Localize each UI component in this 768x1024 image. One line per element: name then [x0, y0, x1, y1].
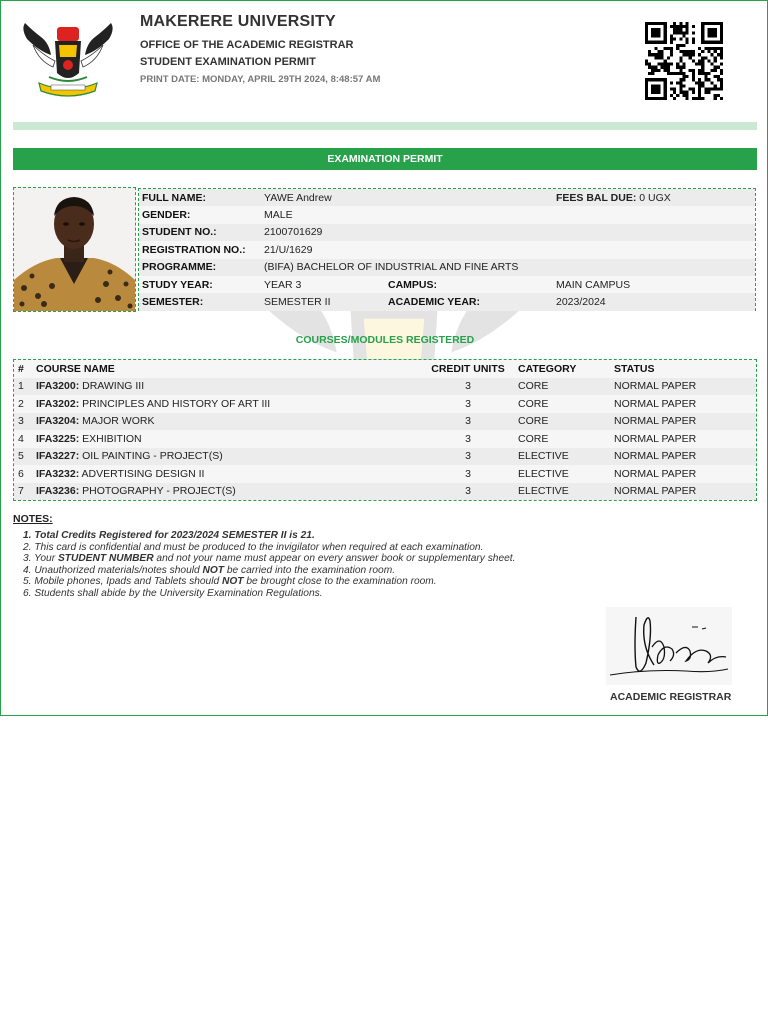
table-row [14, 430, 756, 448]
print-date: PRINT DATE: MONDAY, APRIL 29TH 2024, 8:48:57 AM [140, 74, 381, 85]
note-5-emphasis: NOT [221, 576, 244, 588]
info-row-study-year [139, 276, 755, 293]
note-3-part-c: and not your name must appear on every answer book or supplementary sheet. [153, 553, 516, 565]
info-row-gender [139, 206, 755, 223]
university-name: MAKERERE UNIVERSITY [140, 13, 336, 30]
university-crest-icon [19, 21, 117, 103]
course-name [32, 430, 418, 448]
col-header-credit-units: CREDIT UNITS [418, 360, 514, 378]
fees-balance [553, 189, 755, 206]
course-status: NORMAL PAPER [610, 483, 756, 501]
course-title: OIL PAINTING - PROJECT(S) [79, 450, 223, 463]
reg-no-value: 21/U/1629 [261, 241, 755, 258]
signature-label: ACADEMIC REGISTRAR [610, 691, 732, 703]
info-row-programme [139, 259, 755, 276]
credit-units: 3 [418, 395, 514, 413]
info-row-reg-no [139, 241, 755, 258]
note-6: 6. Students shall abide by the University Examination Regulations. [23, 587, 323, 599]
col-header-status: STATUS [610, 360, 756, 378]
col-header-course-name: COURSE NAME [32, 360, 418, 378]
course-name [32, 413, 418, 431]
course-code: IFA3200: [36, 380, 80, 393]
row-number: 7 [14, 483, 32, 501]
col-header-number: # [14, 360, 32, 378]
course-status: NORMAL PAPER [610, 378, 756, 396]
info-row-student-no [139, 224, 755, 241]
course-code: IFA3227: [36, 450, 80, 463]
campus-label: CAMPUS: [385, 276, 553, 293]
row-number: 2 [14, 395, 32, 413]
full-name-label: FULL NAME: [139, 189, 261, 206]
header-divider [13, 122, 757, 130]
gender-value: MALE [261, 206, 755, 223]
note-5 [23, 576, 515, 588]
course-name [32, 448, 418, 466]
course-title: EXHIBITION [79, 432, 142, 445]
student-photo-icon [14, 188, 135, 311]
note-4-emphasis: NOT [202, 564, 225, 576]
course-category: CORE [514, 430, 610, 448]
course-category: CORE [514, 378, 610, 396]
course-category: ELECTIVE [514, 483, 610, 501]
semester-value: SEMESTER II [261, 293, 385, 310]
course-code: IFA3204: [36, 415, 80, 428]
credit-units: 3 [418, 448, 514, 466]
note-3-part-a: 3. Your [23, 553, 58, 565]
note-3 [23, 553, 515, 565]
course-status: NORMAL PAPER [610, 395, 756, 413]
note-5-part-a: 5. Mobile phones, Ipads and Tablets should [23, 576, 222, 588]
table-row [14, 378, 756, 396]
table-row [14, 395, 756, 413]
qr-code-icon [645, 22, 723, 100]
academic-year-label: ACADEMIC YEAR: [385, 293, 553, 310]
course-status: NORMAL PAPER [610, 430, 756, 448]
course-title: MAJOR WORK [79, 415, 155, 428]
course-category: CORE [514, 395, 610, 413]
note-1: 1. Total Credits Registered for 2023/2024 SEMESTER II is 21. [23, 530, 315, 541]
course-code: IFA3232: [36, 467, 80, 480]
table-row [14, 413, 756, 431]
note-4-part-c: be carried into the examination room. [224, 564, 396, 576]
courses-title: COURSES/MODULES REGISTERED [295, 334, 475, 346]
office-name: OFFICE OF THE ACADEMIC REGISTRAR [140, 39, 354, 51]
course-name [32, 465, 418, 483]
table-row [14, 448, 756, 466]
note-4 [23, 565, 515, 577]
table-row [14, 483, 756, 501]
credit-units: 3 [418, 465, 514, 483]
academic-year-value: 2023/2024 [553, 293, 755, 310]
course-status: NORMAL PAPER [610, 448, 756, 466]
document-title: STUDENT EXAMINATION PERMIT [140, 56, 316, 68]
info-row-full-name [139, 189, 755, 206]
notes-list [23, 530, 515, 600]
course-name [32, 483, 418, 501]
row-number: 4 [14, 430, 32, 448]
courses-table [13, 359, 757, 501]
note-2: 2. This card is confidential and must be produced to the invigilator when required at each examination. [23, 541, 484, 553]
course-status: NORMAL PAPER [610, 465, 756, 483]
course-code: IFA3225: [36, 432, 80, 445]
signature-icon [606, 607, 732, 685]
fees-label: FEES BAL DUE: [556, 191, 637, 204]
info-row-semester [139, 293, 755, 310]
student-no-value: 2100701629 [261, 224, 755, 241]
row-number: 3 [14, 413, 32, 431]
study-year-value: YEAR 3 [261, 276, 385, 293]
credit-units: 3 [418, 483, 514, 501]
course-title: ADVERTISING DESIGN II [79, 467, 205, 480]
full-name-value: YAWE Andrew [261, 189, 553, 206]
student-info-table [138, 188, 756, 311]
note-5-part-c: be brought close to the examination room. [243, 576, 437, 588]
reg-no-label: REGISTRATION NO.: [139, 241, 261, 258]
row-number: 6 [14, 465, 32, 483]
course-code: IFA3236: [36, 485, 80, 498]
course-title: PRINCIPLES AND HISTORY OF ART III [79, 397, 271, 410]
course-name [32, 378, 418, 396]
note-3-emphasis: STUDENT NUMBER [57, 553, 154, 565]
table-row [14, 465, 756, 483]
course-title: PHOTOGRAPHY - PROJECT(S) [79, 485, 236, 498]
credit-units: 3 [418, 413, 514, 431]
note-4-part-a: 4. Unauthorized materials/notes should [23, 564, 203, 576]
row-number: 1 [14, 378, 32, 396]
course-code: IFA3202: [36, 397, 80, 410]
gender-label: GENDER: [139, 206, 261, 223]
fees-value: 0 UGX [639, 191, 671, 204]
study-year-label: STUDY YEAR: [139, 276, 261, 293]
credit-units: 3 [418, 430, 514, 448]
student-no-label: STUDENT NO.: [139, 224, 261, 241]
course-category: ELECTIVE [514, 448, 610, 466]
exam-permit-banner: EXAMINATION PERMIT [13, 148, 757, 170]
row-number: 5 [14, 448, 32, 466]
notes-heading: NOTES: [13, 513, 53, 525]
course-name [32, 395, 418, 413]
campus-value: MAIN CAMPUS [553, 276, 755, 293]
student-photo [13, 187, 136, 312]
course-category: CORE [514, 413, 610, 431]
programme-value: (BIFA) BACHELOR OF INDUSTRIAL AND FINE ARTS [261, 259, 755, 276]
col-header-category: CATEGORY [514, 360, 610, 378]
courses-header-row [14, 360, 756, 378]
course-title: DRAWING III [79, 380, 145, 393]
course-category: ELECTIVE [514, 465, 610, 483]
semester-label: SEMESTER: [139, 293, 261, 310]
course-status: NORMAL PAPER [610, 413, 756, 431]
credit-units: 3 [418, 378, 514, 396]
programme-label: PROGRAMME: [139, 259, 261, 276]
